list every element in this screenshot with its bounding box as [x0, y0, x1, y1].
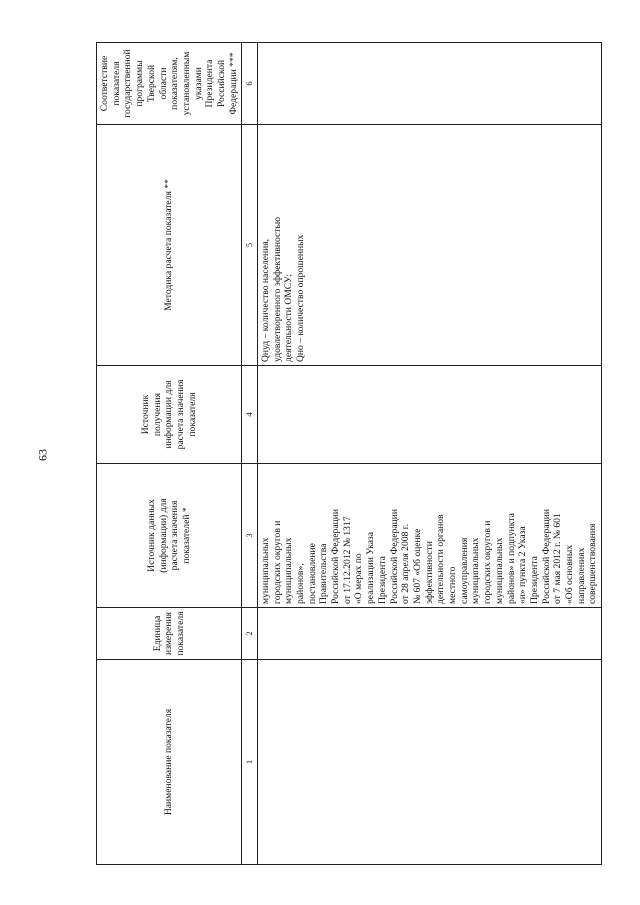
header-indicator-name: Наименование показателя: [97, 660, 242, 865]
column-number: 4: [242, 366, 257, 464]
header-unit: Единица измерения показателя: [97, 608, 242, 660]
cell-unit: [257, 608, 601, 660]
column-number: 1: [242, 660, 257, 865]
table-row: [257, 43, 601, 865]
column-number: 2: [242, 608, 257, 660]
cell-data-source: муниципальных городских округов и муниципальных районов», постановление Правительства Российской Федерации от 17.12.2012 № 1317 «О мерах по реализации Указа Президента Российской Федерации от 28 апреля 2008 г. № 607 «Об оценке эффективности деятельности органов местного самоуправления муниципальных городских округов и муниципальных районов» и подпункта «и» пункта 2 Указа Президента Российской Федерации от 7 мая 2012 г. № 601 «Об основных направлениях совершенствования: [257, 464, 601, 608]
column-number-row: [242, 43, 257, 865]
cell-method: Qнуд – количество населения, удовлетворенного эффективностью деятельности ОМСУ; Qно – количество опрошенных: [257, 125, 601, 366]
column-number: 3: [242, 464, 257, 608]
cell-info-source: [257, 366, 601, 464]
indicator-table: [96, 42, 602, 865]
header-data-source: Источник данных (информации) для расчета значения показателей *: [97, 464, 242, 608]
header-info-source: Источник получения информации для расчета значения показателя: [97, 366, 242, 464]
cell-indicator-name: [257, 660, 601, 865]
header-method: Методика расчета показателя **: [97, 125, 242, 366]
page-number: 63: [35, 449, 50, 461]
column-number: 5: [242, 125, 257, 366]
header-row: [97, 43, 242, 865]
column-number: 6: [242, 43, 257, 125]
header-compliance: Соответствие показателя государственной программы Тверской области показателям, установленным указами Президента Российской Федерации ***: [97, 43, 242, 125]
cell-compliance: [257, 43, 601, 125]
